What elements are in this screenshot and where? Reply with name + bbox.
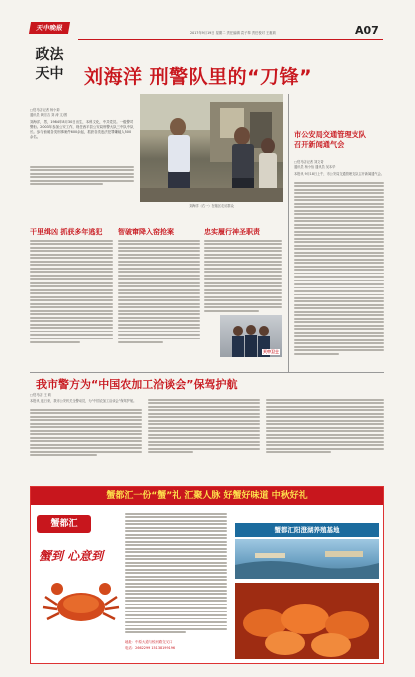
lead-intro: 刘海洋，男，1984年8月30日出生，本科文化，中共党员。一级警司警衔。2003年参加公安工作，现任西平县公安局刑警大队三中队中队长。参与侦破各类刑事案件600余起，抓获各类违法犯罪嫌疑人500余名。 (30, 120, 134, 139)
lead-subhead-2: 智破窜降入窑抢案 (118, 228, 174, 236)
story2-column-3 (266, 399, 384, 453)
ad-crab-image (41, 577, 121, 627)
lead-byline-2: 通讯员 黄宗吉 刘 涛 文/图 (30, 113, 68, 117)
story2-column-1 (30, 409, 142, 456)
crab-platter-illustration (235, 583, 379, 659)
right-body (294, 182, 384, 355)
lead-photo (140, 94, 283, 202)
lead-photo-caption: 刘海洋（右一）在辖区走访群众 (189, 204, 234, 208)
lead-headline: 刘海洋 刑警队里的“刀锋” (84, 66, 313, 88)
ad-lake-photo (235, 539, 379, 579)
right-first-line: 本报讯 9月18日上午，市公安局交通管理支队召开新闻通气会。 (294, 172, 384, 176)
guard-sign-text: 天中卫士 (263, 349, 279, 354)
lead-column-2 (118, 240, 200, 343)
masthead-logo: 天中晚报 (29, 22, 70, 34)
section-block (30, 42, 69, 91)
masthead-date-line: 2017年9月19日 星期二 责任编辑 袁子奉 责任校对 王惠莉 (190, 31, 276, 35)
ad-address: 地址：中原大道与蛟河路交叉口 (125, 640, 173, 644)
ad-frame (30, 486, 384, 664)
lead-intro-text (30, 166, 134, 185)
story2-first-line: 本报讯 连日来，我市公安机关全警动员，为“中国农加工洽谈会”保驾护航。 (30, 399, 137, 403)
section-title-politics: 政法 (35, 47, 64, 63)
right-headline-1: 市公安局交通管理支队 (294, 130, 366, 139)
lake-illustration (235, 539, 379, 579)
story2-column-2 (148, 399, 260, 453)
lead-byline-1: □驻马店记者 杨小菊 (30, 108, 60, 112)
ad-tagline: 蟹到 心意到 (39, 549, 104, 563)
page-number: A07 (355, 24, 379, 37)
story2-top-rule (30, 372, 384, 373)
ad-banner: 蟹都汇阳澄湖养殖基地 (235, 523, 379, 537)
ad-brand-logo: 蟹都汇 (37, 515, 91, 533)
ad-hotline: 电话：2662299 15138199196 (125, 646, 176, 650)
tianzhong-guard-image (220, 315, 282, 357)
ad-body-text (125, 513, 227, 633)
right-headline-2: 召开新闻通气会 (294, 140, 345, 149)
story2-byline: □驻马店 王 莉 (30, 393, 51, 397)
lead-column-3 (204, 240, 282, 312)
right-byline-1: □驻马店记者 刘文奇 (294, 160, 324, 164)
lead-photo-illustration (140, 94, 283, 202)
lead-subhead-1: 干里缉凶 抓获多年逃犯 (30, 228, 103, 236)
section-title-tianzhong: 天中 (35, 66, 64, 82)
right-byline-2: 通讯员 杨小怡 通讯员 吴本华 (294, 165, 336, 169)
right-column-divider (288, 94, 289, 372)
masthead-rule (78, 39, 383, 40)
ad-headline: 蟹都汇一份“蟹”礼 汇聚人脉 好蟹好味道 中秋好礼 (31, 487, 383, 505)
lead-column-1 (30, 240, 113, 343)
ad-crab-platter (235, 583, 379, 659)
crab-icon (41, 577, 121, 627)
lead-subhead-3: 忠实履行神圣职责 (204, 228, 260, 236)
story2-headline: 我市警方为“中国农加工洽谈会”保驾护航 (36, 378, 238, 391)
